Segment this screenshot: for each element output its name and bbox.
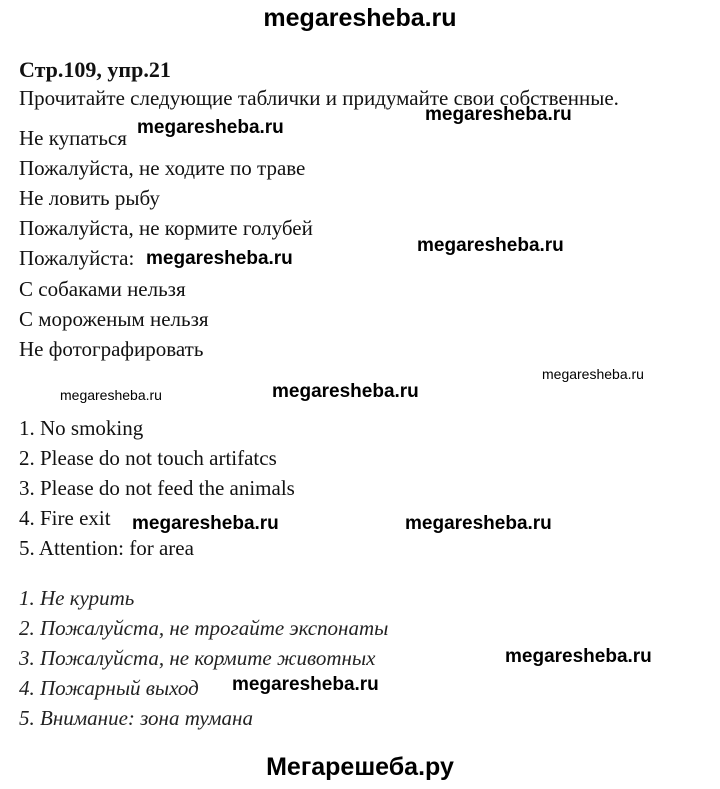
translation-item: 3. Пожалуйста, не кормите животных	[19, 646, 376, 670]
russian-sign-item: Пожалуйста:	[19, 246, 135, 270]
footer-watermark: Мегарешеба.ру	[266, 753, 454, 781]
russian-sign-item: С мороженым нельзя	[19, 307, 209, 331]
watermark: megaresheba.ru	[232, 674, 379, 695]
english-sign-item: 2. Please do not touch artifatcs	[19, 446, 277, 470]
watermark: megaresheba.ru	[405, 513, 552, 534]
russian-sign-item: Не фотографировать	[19, 337, 204, 361]
english-sign-item: 5. Attention: for area	[19, 536, 194, 560]
english-sign-item: 3. Please do not feed the animals	[19, 476, 295, 500]
translation-item: 2. Пожалуйста, не трогайте экспонаты	[19, 616, 389, 640]
watermark: megaresheba.ru	[272, 381, 419, 402]
watermark: megaresheba.ru	[137, 117, 284, 138]
russian-sign-item: Пожалуйста, не кормите голубей	[19, 216, 313, 240]
russian-sign-item: Не ловить рыбу	[19, 186, 160, 210]
watermark: megaresheba.ru	[132, 513, 279, 534]
header-watermark: megaresheba.ru	[263, 4, 457, 32]
watermark: megaresheba.ru	[417, 235, 564, 256]
translation-item: 4. Пожарный выход	[19, 676, 199, 700]
translation-item: 5. Внимание: зона тумана	[19, 706, 253, 730]
exercise-title: Стр.109, упр.21	[19, 57, 171, 82]
exercise-instruction: Прочитайте следующие таблички и придумайте свои собственные.	[19, 86, 619, 110]
english-sign-item: 4. Fire exit	[19, 506, 111, 530]
watermark: megaresheba.ru	[505, 646, 652, 667]
watermark-small: megaresheba.ru	[542, 366, 644, 382]
russian-sign-item: Не купаться	[19, 126, 127, 150]
translation-item: 1. Не курить	[19, 586, 135, 610]
watermark: megaresheba.ru	[146, 248, 293, 269]
watermark: megaresheba.ru	[425, 104, 572, 125]
russian-sign-item: Пожалуйста, не ходите по траве	[19, 156, 306, 180]
watermark-small: megaresheba.ru	[60, 387, 162, 403]
english-sign-item: 1. No smoking	[19, 416, 144, 440]
russian-sign-item: С собаками нельзя	[19, 277, 186, 301]
